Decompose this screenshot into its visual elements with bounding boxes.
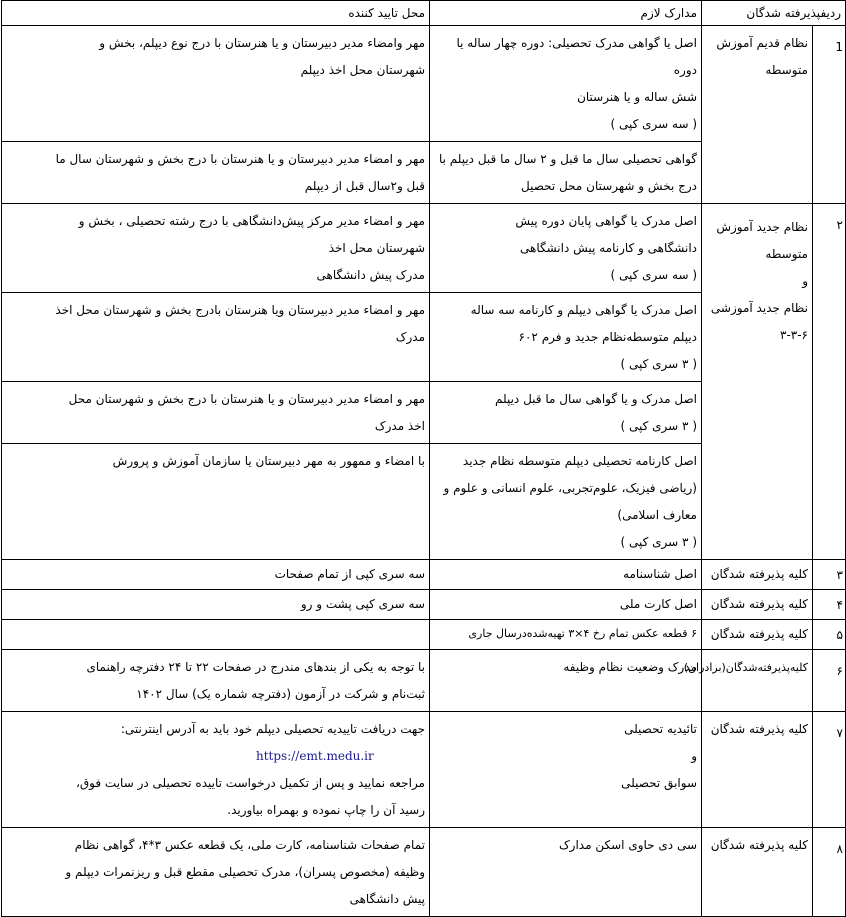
group-cell: نظام جدید آموزش متوسطه و نظام جدید آموزشی ۳-۳-۶	[702, 204, 813, 560]
docs-cell: اصل کارنامه تحصیلی دیپلم متوسطه نظام جدید (ریاضی فیزیک، علوم‌تجربی، علوم انسانی و علوم و معارف اسلامی) ( ۳ سری کپی )	[430, 444, 702, 560]
approver-cell	[2, 620, 430, 650]
docs-cell: اصل یا گواهی مدرک تحصیلی: دوره چهار ساله یا دوره شش ساله و یا هنرستان ( سه سری کپی )	[430, 26, 702, 142]
docs-cell: اصل مدرک و یا گواهی سال ما قبل دیپلم ( ۳ سری کپی )	[430, 382, 702, 444]
docs-cell: گواهی تحصیلی سال ما قبل و ۲ سال ما قبل دیپلم با درج بخش و شهرستان محل تحصیل	[430, 142, 702, 204]
header-docs: مدارک لازم	[430, 1, 702, 26]
table-row	[2, 590, 846, 620]
docs-cell: مدرک وضعیت نظام وظیفه	[430, 650, 702, 712]
group-cell: کلیه‌پذیرفته‌شدگان(برادران)	[702, 650, 813, 712]
group-cell: کلیه پذیرفته شدگان	[702, 590, 813, 620]
approver-cell: با امضاء و ممهور به مهر دبیرستان یا سازمان آموزش و پرورش	[2, 444, 430, 560]
docs-cell: اصل مدرک یا گواهی دیپلم و کارنامه سه ساله دیپلم متوسطه‌نظام جدید و فرم ۶۰۲ ( ۳ سری کپی )	[430, 293, 702, 382]
approver-cell: تمام صفحات شناسنامه، کارت ملی، یک قطعه عکس ۳*۴، گواهی نظام وظیفه (مخصوص پسران)، مدرک تحصیلی مقطع قبل و ریزنمرات دیپلم و پیش دانشگاهی	[2, 828, 430, 917]
row-number: ۷	[813, 712, 846, 828]
approver-cell: مهر و امضاء مدیر مرکز پیش‌دانشگاهی با درج رشته تحصیلی ، بخش و شهرستان محل اخذ مدرک پیش دانشگاهی	[2, 204, 430, 293]
group-cell: نظام قدیم آموزش متوسطه	[702, 26, 813, 204]
requirements-table	[1, 0, 846, 917]
table-row	[2, 828, 846, 917]
table-row	[2, 204, 846, 293]
group-cell: کلیه پذیرفته شدگان	[702, 560, 813, 590]
row-number: ۶	[813, 650, 846, 712]
approver-cell: جهت دریافت تاییدیه تحصیلی دیپلم خود باید به آدرس اینترنتی: https://emt.medu.ir مراجعه نمایید و پس از تکمیل درخواست تاییده تحصیلی در سایت فوق، رسید آن را چاپ نموده و بهمراه بیاورید.	[2, 712, 430, 828]
approver-cell: مهر و امضاء مدیر دبیرستان و یا هنرستان با درج بخش و شهرستان سال ما قبل و۲سال قبل از دیپلم	[2, 142, 430, 204]
row-number: ۲	[813, 204, 846, 560]
docs-cell: ۶ قطعه عکس تمام رخ ۴×۳ تهیه‌شده‌درسال جاری	[430, 620, 702, 650]
group-cell: کلیه پذیرفته شدگان	[702, 828, 813, 917]
table-row	[2, 620, 846, 650]
header-row-group: ردیفپذیرفته شدگان	[702, 1, 846, 26]
row-number: ۳	[813, 560, 846, 590]
group-cell: کلیه پذیرفته شدگان	[702, 712, 813, 828]
row-number: ۴	[813, 590, 846, 620]
approver-cell: مهر وامضاء مدیر دبیرستان و یا هنرستان با درج نوع دیپلم، بخش و شهرستان محل اخذ دیپلم	[2, 26, 430, 142]
table-row	[2, 560, 846, 590]
table-row	[2, 26, 846, 142]
header-approver: محل تایید کننده	[2, 1, 430, 26]
header-row	[2, 1, 846, 26]
table-row	[2, 650, 846, 712]
row-number: 1	[813, 26, 846, 204]
approver-cell: سه سری کپی پشت و رو	[2, 590, 430, 620]
approver-cell: مهر و امضاء مدیر دبیرستان ویا هنرستان بادرج بخش و شهرستان محل اخذ مدرک	[2, 293, 430, 382]
docs-cell: سی دی حاوی اسکن مدارک	[430, 828, 702, 917]
docs-cell: اصل مدرک یا گواهی پایان دوره پیش دانشگاهی و کارنامه پیش دانشگاهی ( سه سری کپی )	[430, 204, 702, 293]
approver-cell: با توجه به یکی از بندهای مندرج در صفحات ۲۲ تا ۲۴ دفترچه راهنمای ثبت‌نام و شرکت در آزمون (دفترچه شماره یک) سال ۱۴۰۲	[2, 650, 430, 712]
approver-cell: مهر و امضاء مدیر دبیرستان و یا هنرستان با درج بخش و شهرستان محل اخذ مدرک	[2, 382, 430, 444]
row-number: ۵	[813, 620, 846, 650]
emt-link[interactable]: https://emt.medu.ir	[256, 749, 374, 763]
docs-cell: تائیدیه تحصیلی و سوابق تحصیلی	[430, 712, 702, 828]
group-cell: کلیه پذیرفته شدگان	[702, 620, 813, 650]
docs-cell: اصل کارت ملی	[430, 590, 702, 620]
row-number: ۸	[813, 828, 846, 917]
table-row	[2, 712, 846, 828]
docs-cell: اصل شناسنامه	[430, 560, 702, 590]
approver-cell: سه سری کپی از تمام صفحات	[2, 560, 430, 590]
